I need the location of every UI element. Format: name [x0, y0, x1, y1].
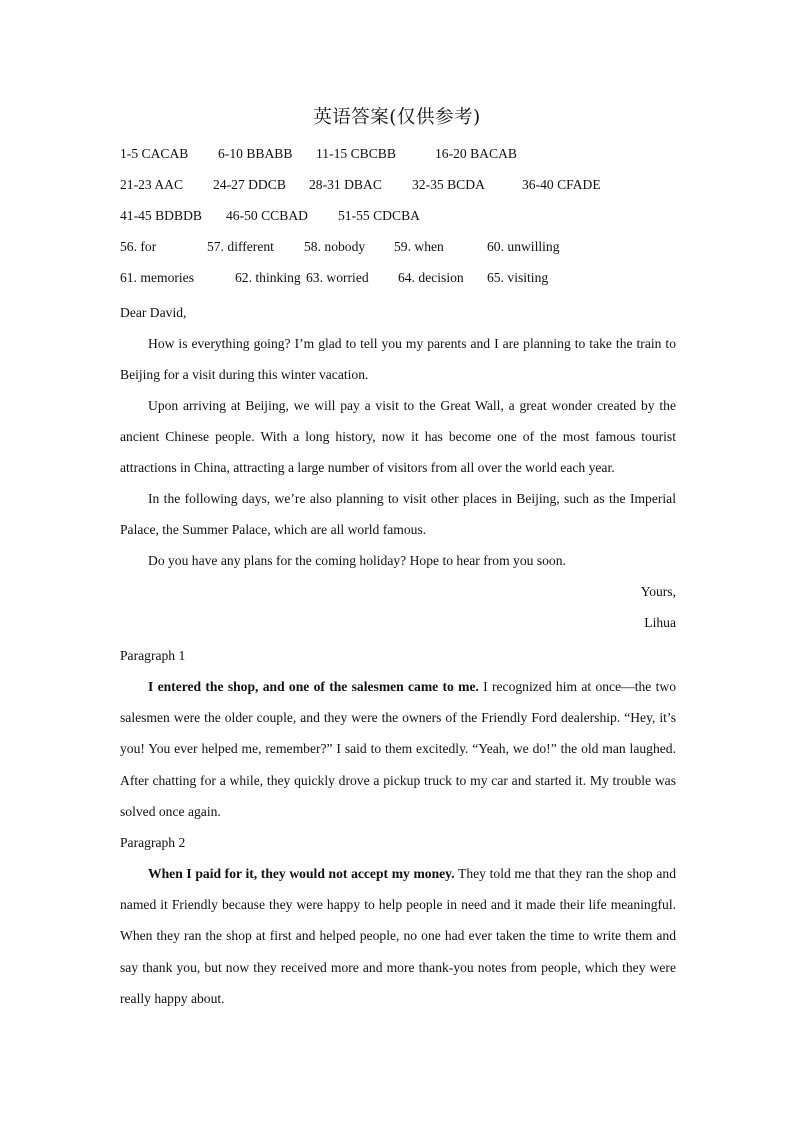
answer-group: 16-20 BACAB [435, 146, 517, 161]
answer-group: 28-31 DBAC [309, 177, 382, 192]
letter-greeting: Dear David, [120, 305, 187, 320]
answer-group: 6-10 BBABB [218, 146, 293, 161]
continuation-writing [120, 640, 676, 1014]
letter-paragraph: How is everything going? I’m glad to tell you my parents and I are planning to take the train to Beijing for a visit during this winter vacation. [120, 336, 676, 382]
paragraph-lead-sentence: When I paid for it, they would not accept my money. [148, 866, 455, 882]
answer-group: 41-45 BDBDB [120, 208, 202, 223]
answer-row [120, 142, 680, 173]
answer-group: 46-50 CCBAD [226, 208, 308, 223]
answer-item: 58. nobody [304, 239, 366, 254]
answer-group: 11-15 CBCBB [316, 146, 396, 161]
letter-paragraph: In the following days, we’re also planning to visit other places in Beijing, such as the Imperial Palace, the Summer Palace, which are all world famous. [120, 491, 676, 537]
answer-group: 1-5 CACAB [120, 146, 189, 161]
answer-row [120, 173, 680, 204]
answer-item: 62. thinking [235, 270, 301, 285]
answer-row [120, 204, 680, 235]
letter-signature: Lihua [644, 615, 676, 630]
answer-key [120, 142, 680, 297]
paragraph-body [120, 671, 676, 827]
answer-item: 61. memories [120, 270, 194, 285]
sample-letter [120, 297, 676, 638]
letter-closing: Yours, [640, 584, 676, 599]
answer-group: 32-35 BCDA [412, 177, 485, 192]
answer-item: 65. visiting [487, 270, 549, 285]
answer-item: 56. for [120, 239, 157, 254]
answer-item: 60. unwilling [487, 239, 560, 254]
answer-group: 51-55 CDCBA [338, 208, 420, 223]
answer-item: 59. when [394, 239, 444, 254]
answer-item: 64. decision [398, 270, 464, 285]
paragraph-lead-sentence: I entered the shop, and one of the salesmen came to me. [148, 679, 479, 694]
paragraph-label: Paragraph 1 [120, 648, 186, 663]
answer-group: 21-23 AAC [120, 177, 184, 192]
paragraph-label: Paragraph 2 [120, 835, 186, 851]
answer-item: 63. worried [306, 270, 369, 285]
paragraph-text: I recognized him at once—the two salesmen were the older couple, and they were the owners of the Friendly Ford dealership. “Hey, it’s you! You ever helped me, remember?” I said to them excitedly. “Yeah, we do!” the old man laughed. After chatting for a while, they quickly drove a pickup truck to my car and started it. My trouble was solved once again. [120, 679, 676, 819]
page-title: 英语答案(仅供参考) [313, 107, 481, 128]
answer-group: 36-40 CFADE [522, 177, 601, 192]
letter-paragraph: Upon arriving at Beijing, we will pay a visit to the Great Wall, a great wonder created by the ancient Chinese people. With a long history, now it has become one of the most famous tourist attractions in China, attracting a large number of visitors from all over the world each year. [120, 398, 676, 475]
answer-item: 57. different [207, 239, 274, 254]
answer-row [120, 266, 680, 297]
answer-group: 24-27 DDCB [213, 177, 286, 192]
paragraph-body [120, 858, 676, 1014]
paragraph-text: They told me that they ran the shop and named it Friendly because they were happy to help people in need and it made their life meaningful. When they ran the shop at first and helped people, no one had ever taken the time to write them and say thank you, but now they received more and more thank-you notes from people, which they were really happy about. [120, 866, 676, 1006]
answer-row [120, 235, 680, 266]
letter-paragraph: Do you have any plans for the coming holiday? Hope to hear from you soon. [148, 553, 566, 568]
